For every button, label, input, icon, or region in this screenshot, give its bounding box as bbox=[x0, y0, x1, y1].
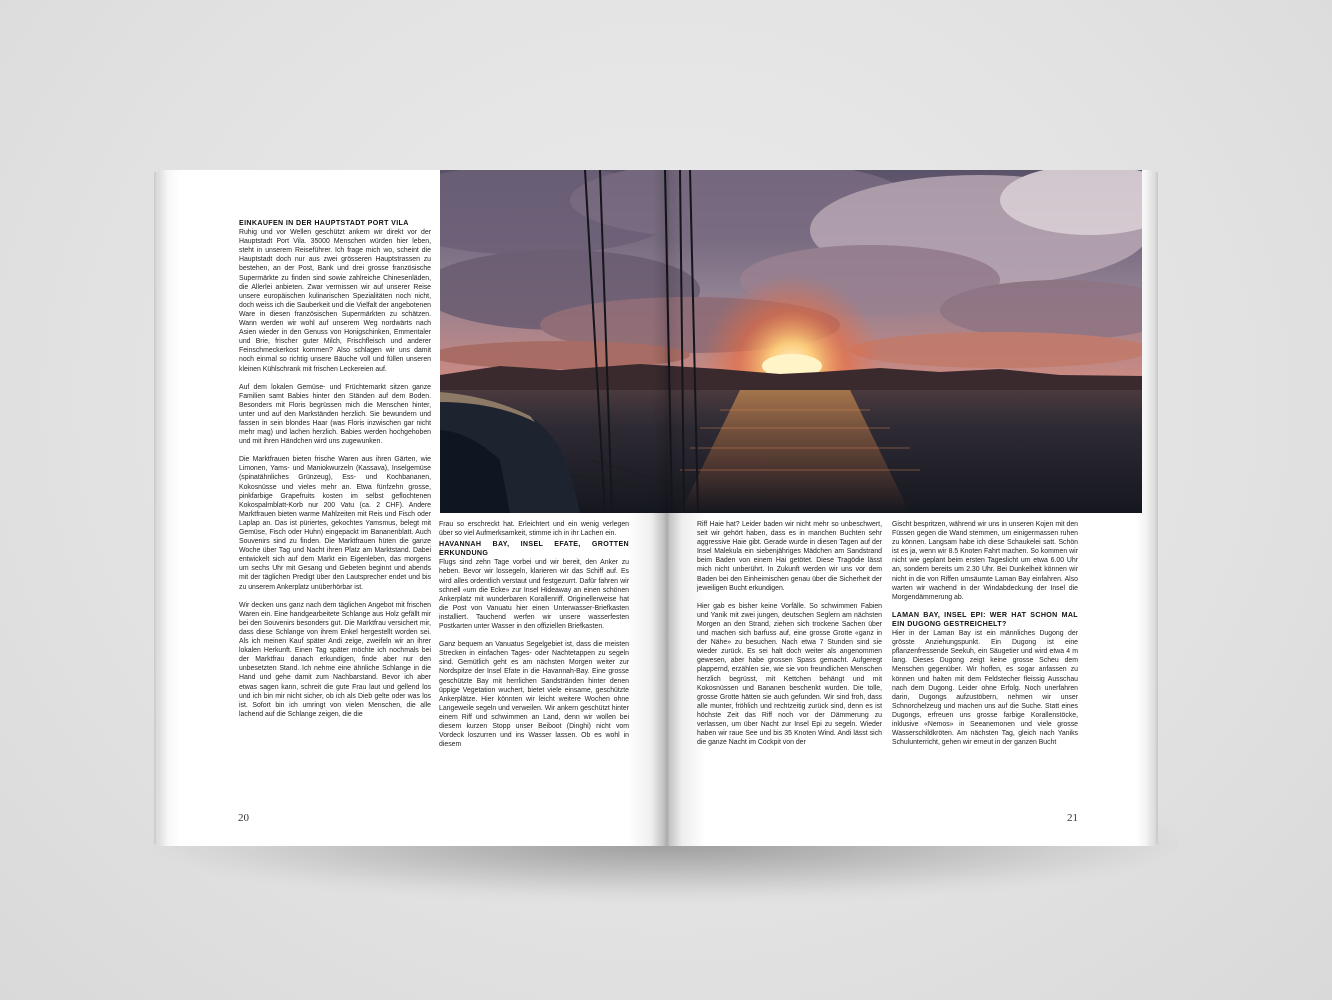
spine-shadow bbox=[652, 170, 682, 846]
section-heading-havannah-bay: HAVANNAH BAY, INSEL EFATE, GROTTEN ERKUNDUNG bbox=[439, 540, 629, 558]
paragraph: Wir decken uns ganz nach dem täglichen Angebot mit frischen Waren ein. Eine handgearbeitete Schlange aus Holz gefällt mir bei den Souvenirs besonders gut. Die Marktfrau versichert mir, dass diese Schlange von ihrem Enkel hergestellt worden sei. Als ich meinen Kauf später Andi zeige, zweifeln wir an ihrer lokalen Herkunft. Einen Tag später möchte ich nochmals bei der Marktfrau danach erkundigen, finde aber nur den unbesetzten Stand. Ich nehme eine ähnliche Schlange in die Hand und gehe damit zum Nachbarstand. Bevor ich aber etwas sagen kann, schreit die gute Frau laut und gellend los und ich bin mir nicht sicher, ob ich als Dieb gelte oder was los ist. Sofort bin ich umringt von vielen Menschen, die alle lachend auf die Schlange zeigen, die die bbox=[239, 601, 431, 718]
paragraph: Auf dem lokalen Gemüse- und Früchtemarkt sitzen ganze Familien samt Babies hinter den Ständen auf dem Boden. Besonders mit Floris begrüssen mich die Menschen hinter, unter und auf den Markständen herzlich. Sie bewundern und fassen in sein blondes Haar (was Floris inzwischen gar nicht mehr mag) und lachen herzlich. Babies werden hochgehoben und mit ihren Händchen wird uns zugewunken. bbox=[239, 383, 431, 446]
column-2 bbox=[439, 520, 629, 758]
sunset-photo-image bbox=[440, 170, 1142, 513]
paragraph: Hier gab es bisher keine Vorfälle. So schwimmen Fabien und Yanik mit zwei jungen, deutschen Seglern am nächsten Morgen an den Strand, ziehen sich trockene Sachen über und machen sich barfuss auf, eine grosse Grotte «ganz in der Nähe» zu besuchen. Nach etwa 7 Stunden sind sie wieder zurück. Es sei halt doch weiter als angenommen gewesen, aber habe grossen Spass gemacht. Aufgeregt plappernd, erzählen sie, wie sie von freundlichen Menschen herzlich begrüsst, mit Kettchen behängt und mit Kokosnüssen und Bananen beschenkt wurden. Die tolle, grosse Grotte hätten sie auch gefunden. Wir sind froh, dass alle munter, fröhlich und rechtzeitig zurück sind, denn es ist höchste Zeit das Riff noch vor der Dämmerung zu verlassen, um über Nacht zur Insel Epi zu segeln. Wieder haben wir raue See und bis 35 Knoten Wind. Andi lässt sich die ganze Nacht im Cockpit von der bbox=[697, 602, 882, 747]
paragraph: Riff Haie hat? Leider baden wir nicht mehr so unbeschwert, seit wir gehört haben, dass es in manchen Buchten sehr aggressive Haie gibt. Gerade wurde in diesen Tagen auf der Insel Malekula ein siebenjähriges Mädchen am Sandstrand beim Baden von einem Hai getötet. Diese Tragödie lässt mich nicht unberührt. In Zukunft werden wir uns vor dem Baden bei den Einheimischen genau über die Sicherheit der jeweiligen Bucht erkundigen. bbox=[697, 521, 882, 592]
column-1 bbox=[239, 219, 431, 728]
paragraph: Flugs sind zehn Tage vorbei und wir bereit, den Anker zu heben. Bevor wir lossegeln, klarieren wir das Schiff auf. Es wird alles ordentlich verstaut und festgezurrt. Dafür fahren wir schnell «um die Ecke» zur Insel Hideaway an einen schönen Ankerplatz mit wunderbaren Korallenriff. Originellerweise hat die Post von Vanuatu hier einen Unterwasser-Briefkasten installiert. Tauchend werfen wir unsere wasserfesten Postkarten unter Wasser in den offiziellen Briefkasten. bbox=[439, 559, 629, 631]
page-number-left: 20 bbox=[238, 812, 249, 824]
section-heading-laman-bay: LAMAN BAY, INSEL EPI: WER HAT SCHON MAL EIN DUGONG GESTREICHELT? bbox=[892, 610, 1078, 628]
sunset-photo bbox=[440, 170, 1142, 513]
paragraph: Frau so erschreckt hat. Erleichtert und ein wenig verlegen über so viel Aufmerksamkeit, stimme ich in ihr Lachen ein. bbox=[439, 521, 629, 538]
paragraph: Ganz bequem an Vanuatus Segelgebiet ist, dass die meisten Strecken in einfachen Tages- oder Nachtetappen zu segeln sind. Gemütlich geht es am nächsten Morgen weiter zur Nordspitze der Insel Efate in die Havannah-Bay. Eine grosse geschützte Bay mit herrlichen Sandstränden hinter denen üppige Vegetation wuchert, bietet viele einsame, geschützte Ankerplätze. Hier könnten wir leicht weitere Wochen ohne Langeweile segeln und verweilen. Wir ankern geschützt hinter einem Riff und schwimmen an Land, denn wir wollen bei diesem kurzen Stopp unser Beiboot (Dinghi) nicht vom Vordeck loszurren und ins Wasser lassen. Ob es wohl in diesem bbox=[439, 641, 629, 749]
paragraph: Ruhig und vor Wellen geschützt ankern wir direkt vor der Hauptstadt Port Vila. 35000 Menschen würden hier leben, steht in unserem Reiseführer. Ich frage mich wo, scheint die Hauptstadt doch nur aus zwei grösseren Hauptstrassen zu bestehen, an der Post, Bank und drei grosse französische Supermärkte zu finden sind sowie zahlreiche Chinesenläden, die Allerlei anbieten. Zwar vermissen wir auf unserer Reise unsere europäischen kulinarischen Spezialitäten noch nicht, doch weiss ich die Sauberkeit und die Vielfalt der angebotenen Ware in diesen französischen Supermärkten zu schätzen. Wann werden wir wohl auf unserem Weg nordwärts nach Asien wieder in den Genuss von Honigschinken, Emmentaler und Brie, frischer guter Milch, Frischfleisch und anderer Feinschmeckerkost kommen? Also schlagen wir uns damit noch einmal so richtig unsere Bäuche voll und füllen unseren kleinen Kühlschrank mit frischen Leckereien auf. bbox=[239, 229, 431, 373]
paragraph: Die Marktfrauen bieten frische Waren aus ihren Gärten, wie Limonen, Yams- und Maniokwurzeln (Kassava), Inselgemüse (spinatähnliches Grünzeug), Ess- und Kochbananen, Kokosnüsse und vieles mehr an. Etwa fünfzehn grosse, pinkfarbige Grapefruits kosten im selbst geflochtenen Kokospalmblatt-Korb nur 200 Vatu (ca. 2 CHF). Andere Marktfrauen bieten warme Mahlzeiten mit Reis und Fisch oder Laplap an. Das ist püriertes, gekochtes Yamsmus, belegt mit Gemüse, Fisch oder Huhn) eingepackt im Bananenblatt. Auch Souvenirs sind zu finden. Die Marktfrauen hüten die ganze Woche über Tag und Nacht ihren Platz am Marktstand. Dabei entwickelt sich auf dem Markt ein Eigenleben, das morgens um sechs Uhr mit Gesang und Gebeten beginnt und abends mit der täglichen Predigt über den Lautsprecher endet und bis zu unserem Ankerplatz unüberhörbar ist. bbox=[239, 456, 431, 591]
column-3 bbox=[697, 520, 882, 756]
column-4 bbox=[892, 520, 1078, 756]
section-heading-port-vila: EINKAUFEN IN DER HAUPTSTADT PORT VILA bbox=[239, 219, 409, 227]
paragraph: Gischt bespritzen, während wir uns in unseren Kojen mit den Füssen gegen die Wand stemmen, um einigermassen ruhen zu können. Langsam habe ich diese Schaukelei satt. Schön ist es ja, wenn wir 8.5 Knoten Fahrt machen. So kommen wir nicht wie geplant beim ersten Tageslicht um etwa 6.00 Uhr an, sondern bereits um 2.30 Uhr. Bei Dunkelheit können wir nicht in die von Riffen umsäumte Laman Bay einfahren. Also warten wir wachend in der Windabdeckung der Insel die Morgendämmerung ab. bbox=[892, 521, 1078, 601]
paragraph: Hier in der Laman Bay ist ein männliches Dugong der grösste Anziehungspunkt. Ein Dugong ist eine pflanzenfressende Seekuh, ein Säugetier und wird etwa 4 m lang. Dieses Dugong zeigt keine grosse Scheu dem Menschen gegenüber. Wir hoffen, es sogar anfassen zu können und halten mit dem Feldstecher fleissig Ausschau nach dem Dugong. Leider ohne Erfolg. Noch unerfahren darin, Dugongs aufzustöbern, nehmen wir unser Schnorchelzeug und machen uns auf die Suche. Statt eines Dugongs, erfreuen uns grosse farbige Korallenstöcke, inklusive «Nemos» in Seeanemonen und viele grosse Wasserschildkröten. Am nächsten Tag, gleich nach Yaniks Schulunterricht, gehen wir erneut in der ganzen Bucht bbox=[892, 630, 1078, 747]
page-number-right: 21 bbox=[1067, 812, 1078, 824]
